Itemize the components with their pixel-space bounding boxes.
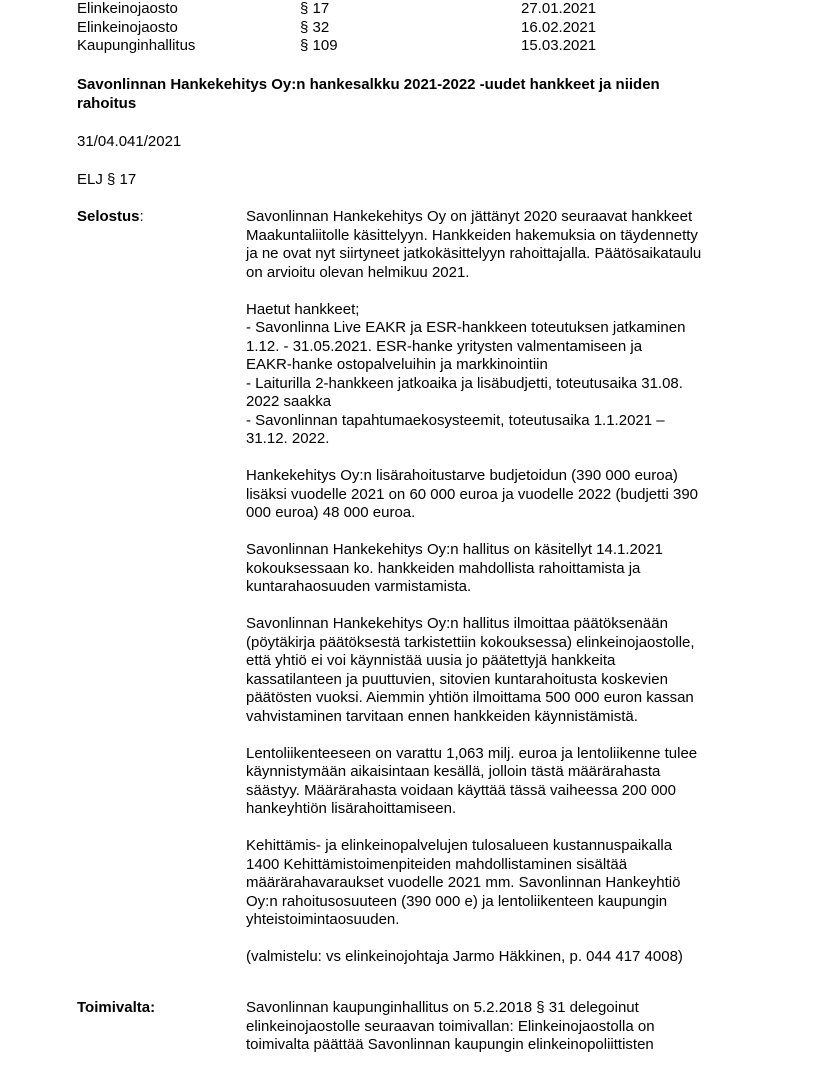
text-line: on arvioitu olevan helmikuu 2021. xyxy=(246,263,470,281)
meeting-section: § 32 xyxy=(300,18,330,36)
meeting-body: Elinkeinojaosto xyxy=(77,0,178,17)
text-line: toimivalta päättää Savonlinnan kaupungin elinkeinopoliittisten xyxy=(246,1036,654,1053)
diary-number: 31/04.041/2021 xyxy=(77,133,182,150)
text-line: Savonlinnan Hankekehitys Oy:n hallitus on käsitellyt 14.1.2021 xyxy=(246,541,663,558)
text-line: (pöytäkirja päätöksestä tarkistettiin kokouksessa) elinkeinojaostolle, xyxy=(246,633,695,651)
text-line: Hankekehitys Oy:n lisärahoitustarve budjetoidun (390 000 euroa) xyxy=(246,467,678,484)
toimivalta-label-colon: : xyxy=(150,999,156,1016)
text-line: käynnistymään aikaisintaan kesällä, jolloin tästä määrärahasta xyxy=(246,763,661,780)
paragraph xyxy=(246,467,766,523)
toimivalta-label xyxy=(77,999,155,1018)
meeting-section: § 17 xyxy=(300,0,330,17)
meeting-history-table xyxy=(77,0,637,56)
text-line: yhteistoimintaosuuden. xyxy=(246,911,400,928)
meeting-section: § 109 xyxy=(300,37,338,54)
text-line: 000 euroa) 48 000 euroa. xyxy=(246,504,416,521)
text-line: säästyy. Määrärahasta voidaan käyttää tässä vaiheessa 200 000 xyxy=(246,781,676,799)
meeting-date: 15.03.2021 xyxy=(521,37,597,54)
text-line: 1400 Kehittämistoimenpiteiden mahdollistaminen sisältää xyxy=(246,855,628,873)
elj-reference: ELJ § 17 xyxy=(77,171,137,188)
text-line: että yhtiö ei voi käynnistää uusia jo päätettyjä hankkeita xyxy=(246,652,616,669)
text-line: Savonlinnan kaupunginhallitus on 5.2.2018 § 31 delegoinut xyxy=(246,999,639,1016)
meeting-row xyxy=(77,37,637,56)
text-line: 31.12. 2022. xyxy=(246,430,330,447)
text-line: Savonlinnan Hankekehitys Oy on jättänyt 2020 seuraavat hankkeet xyxy=(246,208,693,225)
text-line: - Laiturilla 2-hankkeen jatkoaika ja lisäbudjetti, toteutusaika 31.08. xyxy=(246,374,683,392)
text-line: Oy:n rahoitusosuuteen (390 000 e) ja lentoliikenteen kaupungin xyxy=(246,892,668,910)
meeting-row xyxy=(77,0,637,19)
meeting-date: 27.01.2021 xyxy=(521,0,597,17)
meeting-date: 16.02.2021 xyxy=(521,18,597,36)
toimivalta-body xyxy=(246,999,766,1073)
text-line: kassatilanteen ja puuttuvien, sitovien kuntarahoitusta koskevien xyxy=(246,670,668,688)
text-line: Savonlinnan Hankekehitys Oy:n hallitus ilmoittaa päätöksenään xyxy=(246,615,668,632)
selostus-label-text: Selostus xyxy=(77,208,140,225)
text-line: vahvistaminen tarvitaan ennen hankkeiden käynnistämistä. xyxy=(246,707,638,725)
paragraph xyxy=(246,301,766,449)
document-title xyxy=(77,76,727,113)
text-line: 2022 saakka xyxy=(246,393,332,410)
text-line: päätösten vuoksi. Aiemmin yhtiön ilmoittama 500 000 euron kassan xyxy=(246,689,694,706)
paragraph xyxy=(246,745,766,819)
text-line: Lentoliikenteeseen on varattu 1,063 milj. euroa ja lentoliikenne tulee xyxy=(246,744,698,762)
text-line: lisäksi vuodelle 2021 on 60 000 euroa ja vuodelle 2022 (budjetti 390 xyxy=(246,485,698,503)
meeting-row xyxy=(77,19,637,38)
text-line: elinkeinojaostolle seuraavan toimivallan: Elinkeinojaostolla on xyxy=(246,1017,655,1035)
text-line: Kehittämis- ja elinkeinopalvelujen tulosalueen kustannuspaikalla xyxy=(246,837,673,854)
selostus-label xyxy=(77,208,144,227)
text-line: - Savonlinna Live EAKR ja ESR-hankkeen toteutuksen jatkaminen xyxy=(246,319,686,336)
title-line: rahoitus xyxy=(77,94,137,112)
text-line: hankeyhtiön lisärahoittamiseen. xyxy=(246,800,457,817)
text-line: kokouksessaan ko. hankkeiden mahdollista rahoittamista ja xyxy=(246,559,641,577)
text-line: kuntarahaosuuden varmistamista. xyxy=(246,578,472,595)
selostus-body xyxy=(246,208,766,985)
text-line: 1.12. - 31.05.2021. ESR-hanke yritysten valmentamiseen ja xyxy=(246,337,643,355)
text-line: ja ne ovat nyt siirtyneet jatkokäsittelyyn rahoittajalla. Päätösaikataulu xyxy=(246,245,702,262)
text-line: Haetut hankkeet; xyxy=(246,300,360,318)
paragraph xyxy=(246,615,766,726)
paragraph xyxy=(246,948,766,967)
text-line: Maakuntaliitolle käsittelyyn. Hankkeiden hakemuksia on täydennetty xyxy=(246,226,698,244)
paragraph xyxy=(246,837,766,930)
paragraph xyxy=(246,208,766,282)
text-line: (valmistelu: vs elinkeinojohtaja Jarmo Häkkinen, p. 044 417 4008) xyxy=(246,948,683,965)
text-line: EAKR-hanke ostopalveluihin ja markkinointiin xyxy=(246,356,548,373)
toimivalta-label-text: Toimivalta xyxy=(77,999,151,1016)
title-line: Savonlinnan Hankekehitys Oy:n hankesalkku 2021-2022 -uudet hankkeet ja niiden xyxy=(77,76,660,93)
text-line: määrärahavaraukset vuodelle 2021 mm. Savonlinnan Hankeyhtiö xyxy=(246,874,681,891)
text-line: - Savonlinnan tapahtumaekosysteemit, toteutusaika 1.1.2021 – xyxy=(246,411,665,429)
meeting-body: Elinkeinojaosto xyxy=(77,18,178,36)
selostus-label-colon: : xyxy=(139,208,144,225)
paragraph xyxy=(246,541,766,597)
meeting-body: Kaupunginhallitus xyxy=(77,37,196,54)
paragraph xyxy=(246,999,766,1055)
